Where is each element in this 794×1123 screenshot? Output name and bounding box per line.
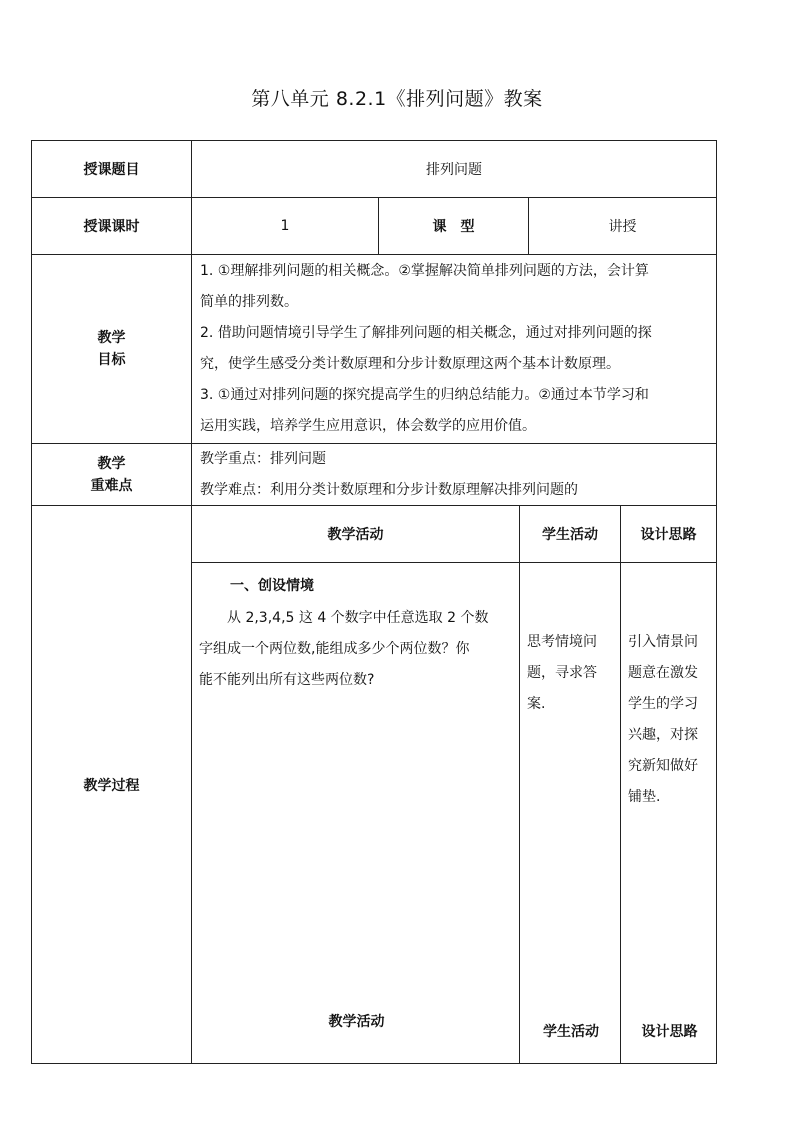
design-idea-line: 铺垫. (628, 789, 661, 805)
design-idea-line: 引入情景问 (628, 634, 698, 650)
teacher-activity-cell (191, 562, 520, 1064)
student-activity-line: 思考情境问 (527, 634, 597, 650)
course-hours-value-text: 1 (280, 218, 290, 234)
course-hours-label (31, 197, 192, 255)
process-label-text: 教学过程 (83, 777, 140, 794)
design-idea-line: 兴趣，对探 (628, 727, 698, 743)
design-idea-header (620, 505, 717, 563)
teacher-activity-line: 从 2,3,4,5 这 4 个数字中任意选取 2 个数 (227, 610, 489, 626)
lesson-type-label-text: 课 型 (432, 219, 475, 235)
difficulty-content (191, 443, 717, 506)
teacher-activity-header (191, 505, 520, 563)
document-title: 第八单元 8.2.1《排列问题》教案 (251, 88, 543, 110)
student-activity-cell (519, 562, 621, 1064)
objectives-line: 运用实践，培养学生应用意识，体会数学的应用价值。 (200, 418, 536, 434)
process-label (31, 505, 192, 1064)
course-topic-value (191, 140, 717, 198)
course-hours-value (191, 197, 379, 255)
student-activity-line: 题，寻求答 (527, 665, 597, 681)
teacher-activity-line: 能不能列出所有这些两位数? (199, 672, 375, 688)
course-topic-value-text: 排列问题 (426, 162, 482, 178)
teaching-focus: 教学重点：排列问题 (200, 451, 326, 467)
objectives-line: 2. 借助问题情境引导学生了解排列问题的相关概念，通过对排列问题的探 (200, 325, 652, 341)
design-idea-line: 学生的学习 (628, 696, 698, 712)
course-topic-label (31, 140, 192, 198)
footer-teacher-activity: 教学活动 (328, 1014, 385, 1030)
student-activity-header-text: 学生活动 (542, 527, 598, 543)
section-title: 一、创设情境 (230, 578, 314, 594)
objectives-label-line2: 目标 (97, 352, 126, 368)
design-idea-cell (620, 562, 717, 1064)
objectives-content (191, 254, 717, 444)
objectives-label (31, 254, 192, 444)
design-idea-line: 究新知做好 (628, 758, 698, 774)
difficulty-label-line2: 重难点 (90, 477, 133, 494)
footer-student-activity: 学生活动 (543, 1024, 599, 1040)
teacher-activity-line: 字组成一个两位数,能组成多少个两位数？你 (199, 641, 470, 657)
objectives-line: 究，使学生感受分类计数原理和分步计数原理这两个基本计数原理。 (200, 356, 620, 372)
course-hours-label-text: 授课课时 (83, 219, 140, 235)
difficulty-label-line1: 教学 (97, 455, 126, 472)
objectives-label-line1: 教学 (97, 330, 126, 346)
teacher-activity-header-text: 教学活动 (327, 527, 384, 543)
student-activity-header (519, 505, 621, 563)
lesson-type-label (378, 197, 529, 255)
course-topic-label-text: 授课题目 (83, 162, 140, 178)
objectives-line: 1. ①理解排列问题的相关概念。②掌握解决简单排列问题的方法，会计算 (200, 263, 649, 279)
objectives-line: 简单的排列数。 (200, 294, 298, 310)
difficulty-label (31, 443, 192, 506)
lesson-type-value-text: 讲授 (608, 219, 637, 235)
footer-design-idea: 设计思路 (641, 1024, 698, 1040)
objectives-line: 3. ①通过对排列问题的探究提高学生的归纳总结能力。②通过本节学习和 (200, 387, 649, 403)
design-idea-line: 题意在激发 (628, 665, 698, 681)
student-activity-line: 案. (527, 696, 546, 712)
design-idea-header-text: 设计思路 (640, 527, 697, 543)
teaching-difficulty: 教学难点：利用分类计数原理和分步计数原理解决排列问题的 (200, 482, 578, 498)
lesson-type-value (528, 197, 717, 255)
